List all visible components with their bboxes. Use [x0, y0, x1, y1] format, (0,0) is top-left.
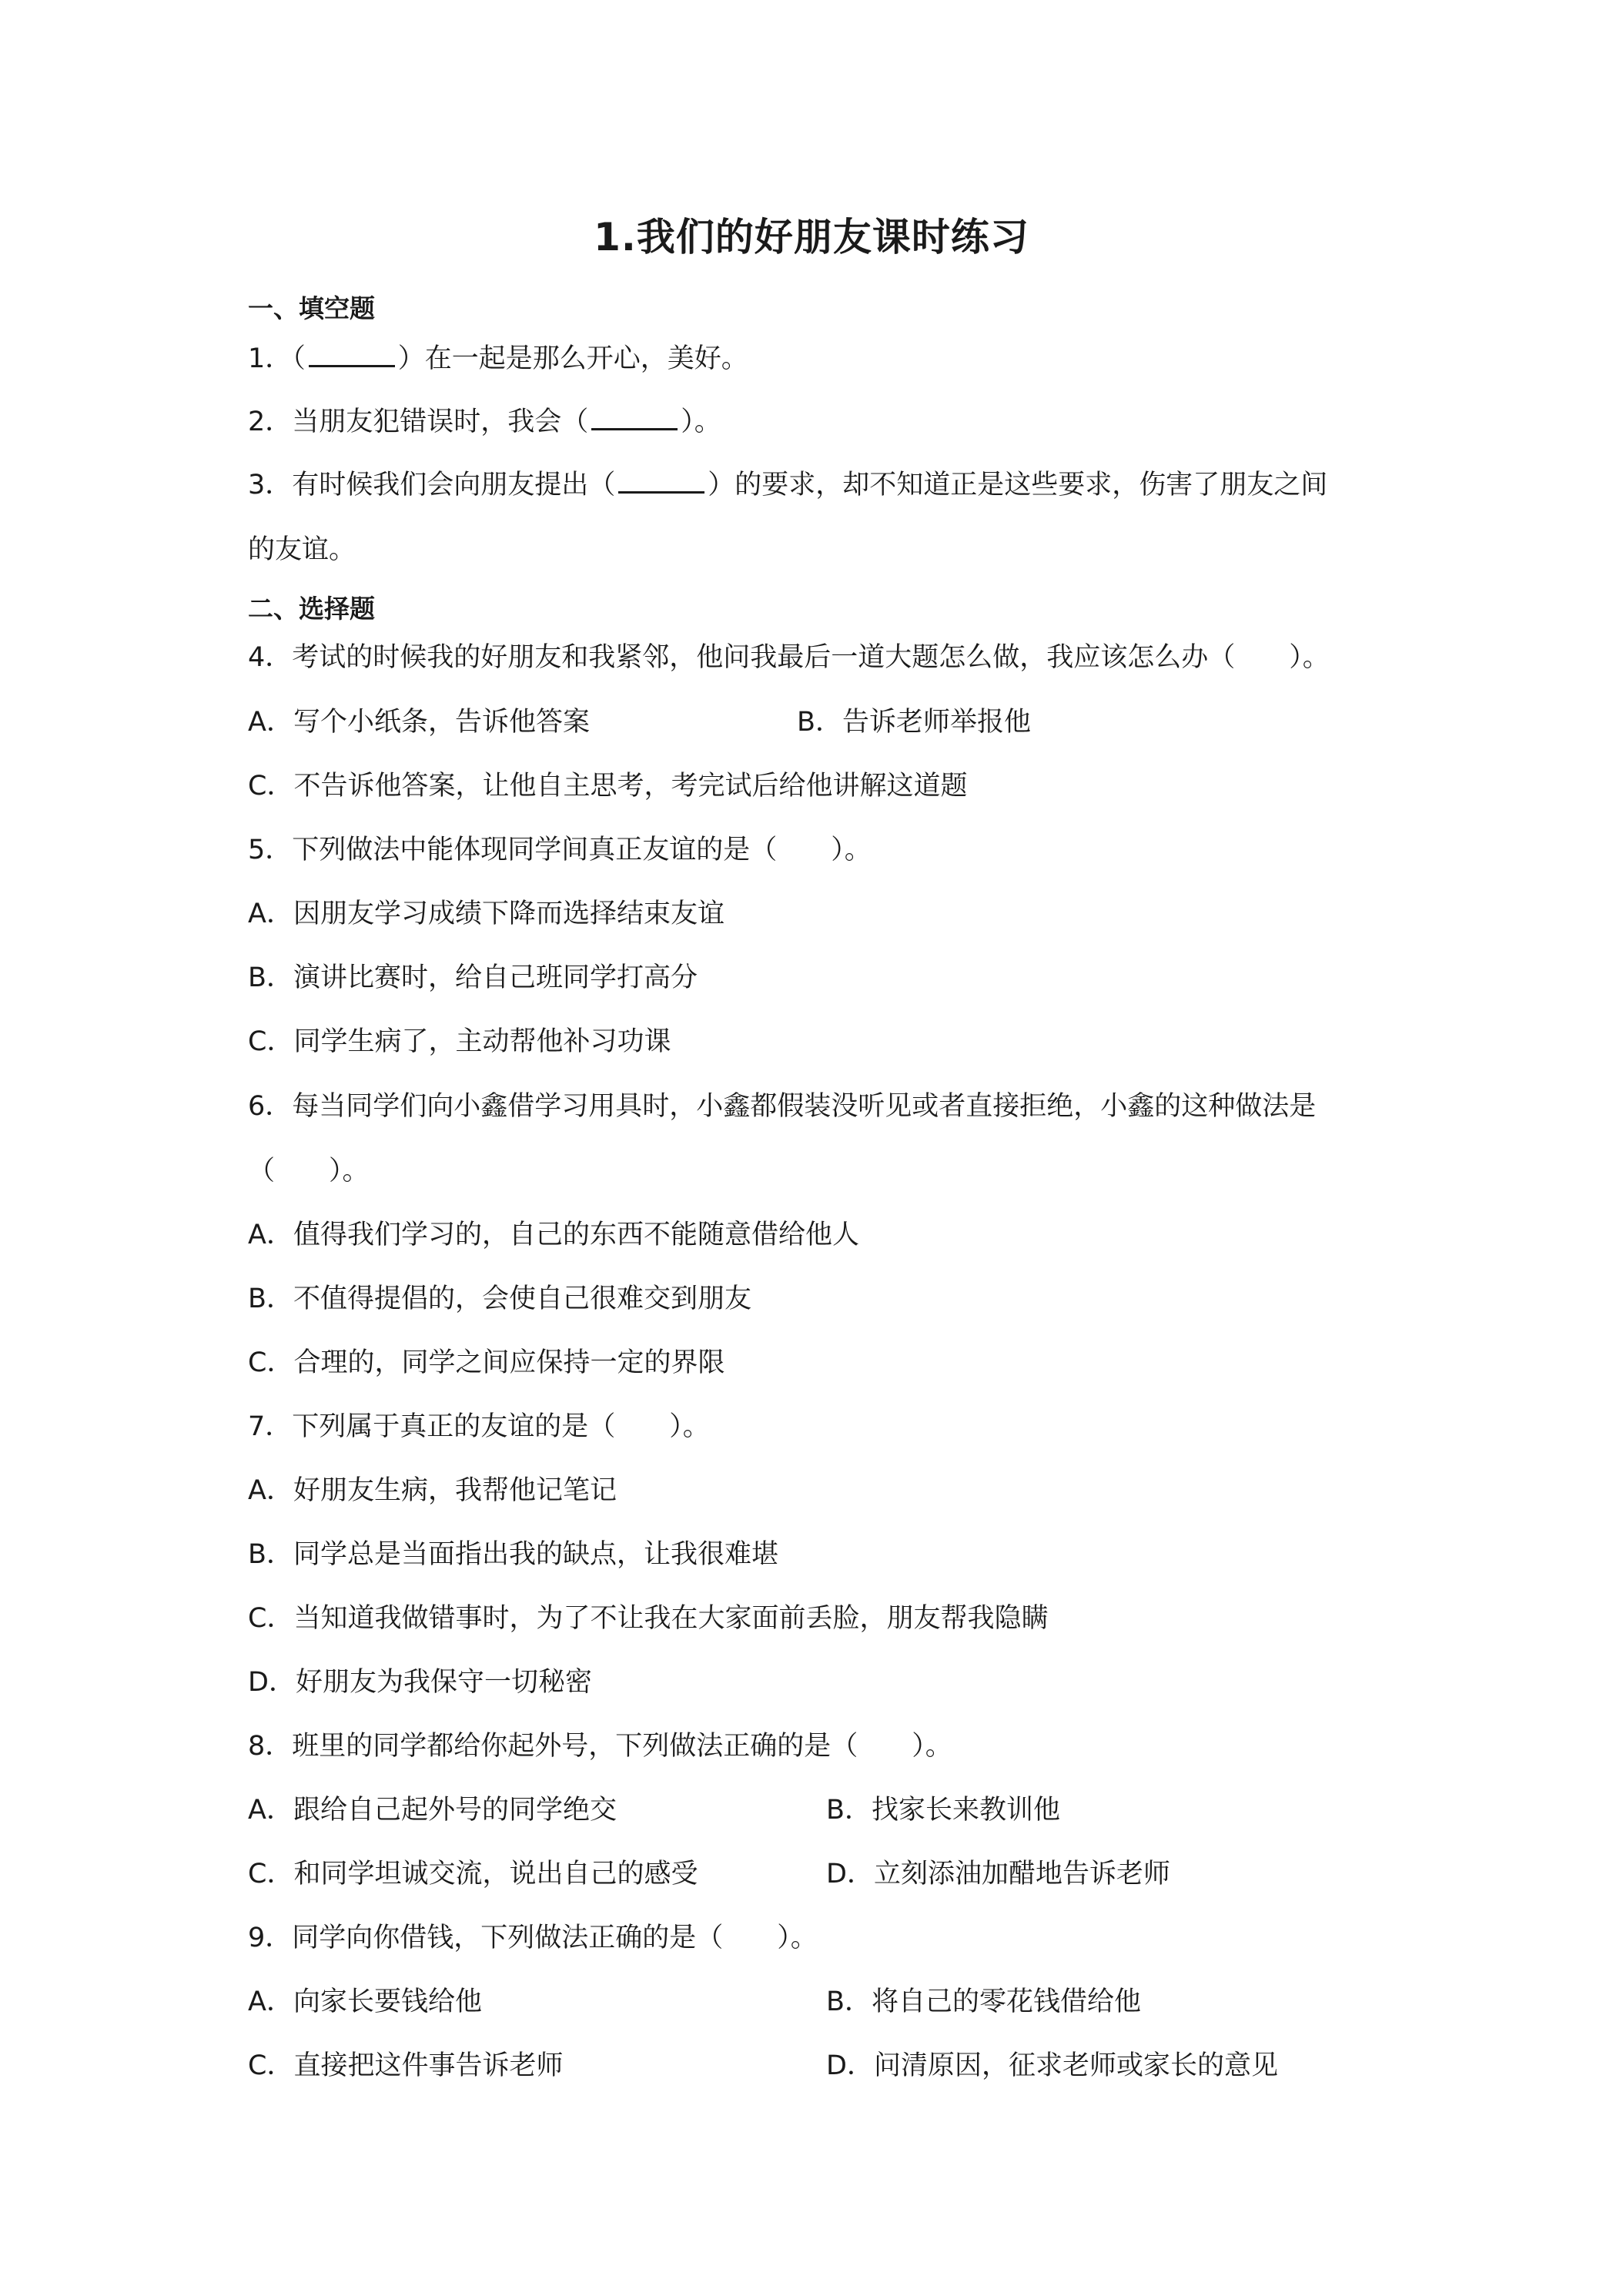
question-4: 4．考试的时候我的好朋友和我紧邻，他问我最后一道大题怎么做，我应该怎么办（ ）。 [248, 642, 1330, 673]
section-fill-in: 一、填空题 [248, 293, 375, 323]
q3-prefix: 3．有时候我们会向朋友提出（ [248, 470, 616, 500]
q5-option-b[interactable]: B．演讲比赛时，给自己班同学打高分 [248, 962, 698, 993]
answer-blank[interactable] [309, 342, 395, 367]
q9-option-b[interactable]: B．将自己的零花钱借给他 [826, 1986, 1142, 2017]
question-3 [248, 467, 1327, 504]
question-8: 8．班里的同学都给你起外号，下列做法正确的是（ ）。 [248, 1731, 952, 1762]
question-9: 9．同学向你借钱，下列做法正确的是（ ）。 [248, 1923, 818, 1953]
section-multiple-choice: 二、选择题 [248, 594, 375, 624]
q2-prefix: 2．当朋友犯错误时，我会（ [248, 407, 589, 437]
q6-option-c[interactable]: C．合理的，同学之间应保持一定的界限 [248, 1347, 725, 1378]
q6-option-b[interactable]: B．不值得提倡的，会使自己很难交到朋友 [248, 1284, 752, 1314]
q4-option-b[interactable]: B．告诉老师举报他 [797, 707, 1032, 738]
q8-option-a[interactable]: A．跟给自己起外号的同学绝交 [248, 1795, 617, 1826]
question-6: 6．每当同学们向小鑫借学习用具时，小鑫都假装没听见或者直接拒绝，小鑫的这种做法是 [248, 1091, 1317, 1122]
q5-option-a[interactable]: A．因朋友学习成绩下降而选择结束友谊 [248, 899, 724, 929]
question-5: 5．下列做法中能体现同学间真正友谊的是（ ）。 [248, 835, 872, 865]
answer-blank[interactable] [618, 468, 704, 494]
question-7: 7．下列属于真正的友谊的是（ ）。 [248, 1411, 710, 1442]
q1-suffix: ）在一起是那么开心，美好。 [397, 343, 748, 374]
q7-option-a[interactable]: A．好朋友生病，我帮他记笔记 [248, 1475, 617, 1506]
q9-option-d[interactable]: D．问清原因，征求老师或家长的意见 [826, 2050, 1278, 2081]
q4-option-c[interactable]: C．不告诉他答案，让他自主思考，考完试后给他讲解这道题 [248, 771, 968, 802]
q8-option-b[interactable]: B．找家长来教训他 [826, 1795, 1061, 1826]
q8-option-c[interactable]: C．和同学坦诚交流，说出自己的感受 [248, 1859, 698, 1889]
q7-option-c[interactable]: C．当知道我做错事时，为了不让我在大家面前丢脸，朋友帮我隐瞒 [248, 1603, 1049, 1634]
question-6-continued: （ ）。 [248, 1156, 370, 1186]
question-1 [248, 340, 748, 377]
q8-option-d[interactable]: D．立刻添油加醋地告诉老师 [826, 1859, 1170, 1889]
answer-blank[interactable] [591, 405, 678, 430]
question-3-continued: 的友谊。 [248, 534, 356, 565]
page-title: 1.我们的好朋友课时练习 [594, 215, 1029, 259]
q9-option-c[interactable]: C．直接把这件事告诉老师 [248, 2050, 564, 2081]
q4-option-a[interactable]: A．写个小纸条，告诉他答案 [248, 707, 590, 738]
q7-option-d[interactable]: D．好朋友为我保守一切秘密 [248, 1667, 592, 1698]
q7-option-b[interactable]: B．同学总是当面指出我的缺点，让我很难堪 [248, 1539, 779, 1570]
q1-prefix: 1．（ [248, 343, 306, 374]
question-2 [248, 403, 721, 440]
q2-suffix: ）。 [681, 407, 721, 437]
q9-option-a[interactable]: A．向家长要钱给他 [248, 1986, 482, 2017]
q6-option-a[interactable]: A．值得我们学习的，自己的东西不能随意借给他人 [248, 1220, 859, 1250]
q3-suffix: ）的要求，却不知道正是这些要求，伤害了朋友之间 [708, 470, 1328, 500]
q5-option-c[interactable]: C．同学生病了，主动帮他补习功课 [248, 1026, 671, 1057]
